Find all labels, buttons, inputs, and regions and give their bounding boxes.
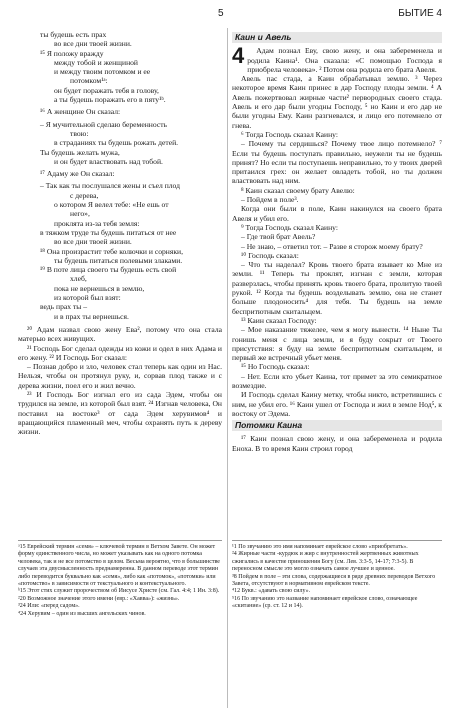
footnote-rule-right	[232, 540, 442, 541]
footnote: ³8 Пойдем в поле – эти слова, содержащиеся в ряде древних переводов Ветхого Завета, отсутствуют в нормативном еврейском тексте.	[232, 573, 436, 588]
verse-line: а ты будешь поражать его в пяту¹ᵇ.	[54, 95, 166, 105]
left-column	[18, 30, 222, 436]
verse-line: ты будешь есть прах	[40, 30, 107, 39]
footnote-rule-left	[18, 540, 222, 541]
verse-line: ¹⁵ Я положу вражду	[40, 48, 104, 58]
chapter-number: 4	[232, 43, 245, 69]
paragraph: ²³ И Господь Бог изгнал его из сада Эдем, чтобы он трудился на земле, из которой был взят. ²⁴ Изгнав человека, Он поставил на востоке³ от сада Эдем херувимов⁴ и вращающийся пламенный меч, чтобы охранять путь к дереву жизни.	[18, 389, 222, 437]
verse-line: и он будет властвовать над тобой.	[54, 156, 163, 166]
verse-line: во все дни твоей жизни.	[54, 39, 132, 49]
verse-line: между тобой и женщиной	[54, 57, 138, 67]
verse-line: в тяжком труде ты будешь питаться от нее	[40, 227, 177, 237]
paragraph: ¹³ Каин сказал Господу:	[241, 315, 317, 325]
paragraph: ¹⁷ Каин познал свою жену, и она забеременела и родила Еноха. В то время Каин строил город	[232, 434, 442, 453]
right-column	[232, 30, 442, 453]
paragraph: – Мое наказание тяжелее, чем я могу вынести. ¹⁴ Ныне Ты гонишь меня с лица земли, и я буду сокрыт от Твоего присутствия: я буду на земле беспритютным скитальцем, и первый же встречный убьет меня.	[232, 325, 442, 363]
footnote: ⁴12 Букв.: «давать свою силу».	[232, 588, 311, 595]
verse-line: твою:	[70, 128, 89, 138]
footnote: ⁴24 Херувим – один из высших ангельских чинов.	[18, 610, 146, 617]
page-header	[0, 8, 450, 24]
section-heading-descendants: Потомки Каина	[232, 420, 442, 431]
paragraph: ⁹ Тогда Господь сказал Каину:	[241, 222, 338, 232]
verse-line: с дерева,	[70, 190, 99, 200]
footnote: ²20 Возможное значение этого имени (евр.: «Хавва»): «жизнь».	[18, 595, 180, 602]
prose-block	[18, 325, 222, 437]
right-prose-2	[232, 434, 442, 453]
footnote: ¹1 По звучанию это имя напоминает еврейское слово «приобретать».	[232, 544, 408, 550]
page-number: 5	[218, 8, 224, 19]
right-prose	[232, 43, 442, 418]
verse-line: ¹⁸ Она произрастит тебе колючки и сорняки,	[40, 246, 183, 256]
paragraph: – Почему ты сердишься? Почему твое лицо потемнело? ⁷ Если ты будешь поступать правильно, неужели ты не будешь принят? Но если ты поступаешь неправильно, то у твоих дверей притаился грех: он желает овладеть тобой, но ты должен властвовать над ним.	[232, 139, 442, 186]
verse-line: во все дни твоей жизни.	[54, 237, 132, 247]
verse-line: в страданиях ты будешь рожать детей.	[54, 138, 179, 148]
paragraph: – Нет. Если кто убьет Каина, тот примет за это семикратное возмездие.	[232, 371, 442, 390]
verse-line: ты будешь питаться полевыми злаками.	[54, 255, 183, 265]
paragraph: ¹⁰ Господь сказал:	[241, 250, 299, 260]
book-chapter-title: БЫТИЕ 4	[398, 8, 442, 19]
footnote: ²4 Жирные части -курдюк и жир с внутренностей жертвенных животных сжигались в качестве приношения Богу (см. Лев. 3:3-5, 14-17; 7:3-5). В переносном смысле это могло означать самое лучшее и ценное.	[232, 551, 419, 573]
footnote: ᵃ15 Еврейский термин «семя» – ключевой термин в Ветхом Завете. Он может форму единственного числа, но может указывать как на одного потомка человека, так и не все потомство в целом. Весьма вероятно, что в большинстве случаев эта двусмысленность преднамеренна. В данном переводе этот термин либо переводится буквально как «семя», либо как «потомок», «потомки» или «потомство» в зависимости от текстуального и контекстуального.	[18, 544, 220, 588]
verse-line: из которой был взят:	[54, 293, 121, 303]
footnotes-right	[232, 544, 442, 611]
paragraph: – Что ты наделал? Кровь твоего брата взывает ко Мне из земли. ¹¹ Теперь ты проклят, изгнан с земли, которая разверзлась, чтобы принять кровь твоего брата, пролитую твоей рукой. ¹² Когда ты будешь возделывать землю, она не станет больше плодоносить⁴ для тебя. Ты будешь на земле беспритютным скитальцем.	[232, 260, 442, 316]
paragraph: Когда они были в поле, Каин накинулся на своего брата Авеля и убил его.	[232, 204, 442, 223]
footnotes-left	[18, 544, 222, 618]
verse-line: ¹⁶ А женщине Он сказал:	[40, 107, 121, 117]
verse-line: проклята из-за тебя земля:	[54, 218, 140, 228]
verse-line: Ты будешь желать мужа,	[40, 147, 120, 157]
poetry-block	[18, 30, 222, 321]
verse-line: ¹⁹ В поте лица своего ты будешь есть свой	[40, 265, 177, 275]
verse-line: и между твоим потомком и ее	[54, 67, 151, 77]
verse-line: хлеб,	[70, 274, 87, 284]
verse-line: потомком¹ᵃ:	[70, 76, 108, 86]
verse-line: о котором Я велел тебе: «Не ешь от	[54, 200, 169, 210]
verse-line: ведь прах ты –	[40, 302, 88, 312]
paragraph: И Господь сделал Каину метку, чтобы никто, встретившись с ним, не убил его. ¹⁶ Каин ушел от Господа и жил в земле Нод⁵, к востоку от Эдема.	[232, 390, 442, 418]
verse-line: – Так как ты послушался жены и съел плод	[40, 181, 180, 191]
verse-line: он будет поражать тебя в голову,	[54, 85, 159, 95]
paragraph: – Не знаю, – ответил тот. – Разве я сторож моему брату?	[241, 241, 423, 251]
paragraph: – Пойдем в поле³.	[241, 195, 299, 205]
verse-line: пока не вернешься в землю,	[54, 283, 145, 293]
verse-line: ¹⁷ Адаму же Он сказал:	[40, 169, 115, 179]
paragraph: ⁶ Тогда Господь сказал Каину:	[241, 129, 338, 139]
footnote: ᵇ15 Этот стих служит пророчеством об Иисусе Христе (см. Гал. 4:4; 1 Ин. 3:8).	[18, 588, 220, 595]
footnote: ³24 Или: «перед садом».	[18, 603, 80, 610]
paragraph: ²¹ Господь Бог сделал одежды из кожи и одел в них Адама и его жену. ²² И Господь Бог сказал:	[18, 343, 222, 362]
verse-line: него»,	[70, 209, 90, 219]
paragraph: – Познав добро и зло, человек стал теперь как один из Нас. Нельзя, чтобы он протянул руку, и, сорвав плод также и с дерева жизни, поел его и жил вечно.	[18, 362, 222, 390]
paragraph: – Где твой брат Авель?	[241, 232, 316, 242]
verse-line: и в прах ты вернешься.	[54, 311, 129, 321]
paragraph: ⁸ Каин сказал своему брату Авелю:	[241, 185, 355, 195]
footnote: ⁵16 По звучанию это название напоминает еврейское слово, означающее «скитание» (ср. ст. 12 и 14).	[232, 595, 418, 610]
column-divider	[227, 28, 228, 708]
paragraph: Авель пас стада, а Каин обрабатывал землю. ³ Через некоторое время Каин принес в дар Господу плоды земли. ⁴ А Авель пожертвовал жирные части² первородных своего стада. Авель и его дар были угодны Господу, ⁵ но Каин и его дар не были угодны Ему. Каин разгневался, и лицо его потемнело от гнева.	[232, 74, 442, 130]
section-heading-cain-abel: Каин и Авель	[232, 32, 442, 43]
paragraph: Адам познал Еву, свою жену, и она забеременела и родила Каина¹. Она сказала: «С помощью Господа я приобрела человека». ² Потом она родила его брата Авеля.	[247, 46, 442, 74]
verse-line: – Я мучительной сделаю беременность	[40, 119, 167, 129]
paragraph: ²⁰ Адам назвал свою жену Ева², потому что она стала матерью всех живущих.	[18, 324, 222, 344]
paragraph: ¹⁵ Но Господь сказал:	[241, 362, 310, 372]
